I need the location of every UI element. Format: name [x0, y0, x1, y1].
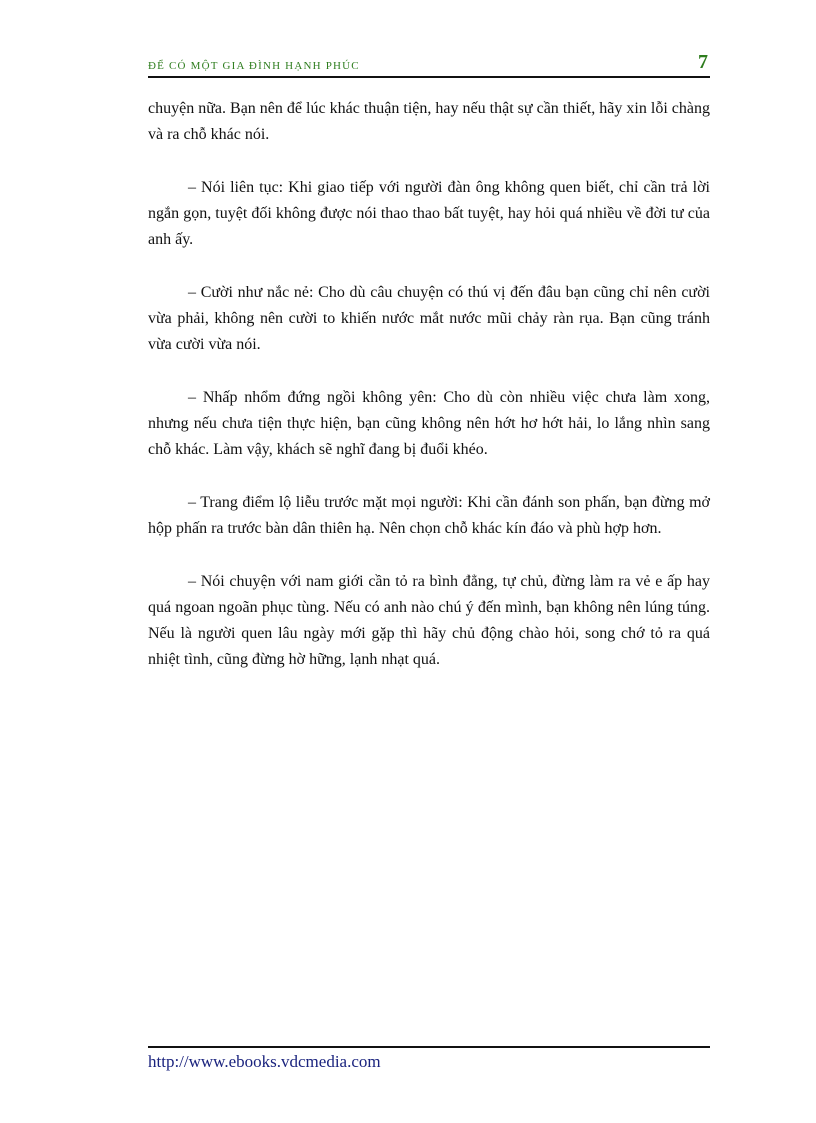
- page-header: [148, 52, 710, 78]
- paragraph-noi-lien-tuc: – Nói liên tục: Khi giao tiếp với người đàn ông không quen biết, chỉ cần trả lời ngắn gọn, tuyệt đối không được nói thao thao bất tuyệt, hay hỏi quá nhiều về đời tư của anh ấy.: [148, 179, 710, 248]
- running-title: ĐỂ CÓ MỘT GIA ĐÌNH HẠNH PHÚC: [148, 60, 360, 72]
- paragraph-continuation: chuyện nữa. Bạn nên để lúc khác thuận tiện, hay nếu thật sự cần thiết, hãy xin lỗi chàng và ra chỗ khác nói.: [148, 100, 710, 143]
- body-text: [148, 96, 710, 700]
- paragraph-nhap-nhom: – Nhấp nhổm đứng ngồi không yên: Cho dù còn nhiều việc chưa làm xong, nhưng nếu chưa tiện thực hiện, bạn cũng không nên hớt hơ hớt hải, lo lắng nhìn sang chỗ khác. Làm vậy, khách sẽ nghĩ đang bị đuổi khéo.: [148, 389, 710, 458]
- paragraph-trang-diem: – Trang điểm lộ liễu trước mặt mọi người: Khi cần đánh son phấn, bạn đừng mở hộp phấn ra trước bàn dân thiên hạ. Nên chọn chỗ khác kín đáo và phù hợp hơn.: [148, 494, 710, 537]
- paragraph-cuoi-nhu-nac-ne: – Cười như nắc nẻ: Cho dù câu chuyện có thú vị đến đâu bạn cũng chỉ nên cười vừa phải, không nên cười to khiến nước mắt nước mũi chảy ràn rụa. Bạn cũng tránh vừa cười vừa nói.: [148, 284, 710, 353]
- header-divider: [148, 76, 710, 78]
- footer-divider: [148, 1046, 710, 1048]
- paragraph-noi-chuyen-nam-gioi: – Nói chuyện với nam giới cần tỏ ra bình đẳng, tự chủ, đừng làm ra vẻ e ấp hay quá ngoan ngoãn phục tùng. Nếu có anh nào chú ý đến mình, bạn không nên lúng túng. Nếu là người quen lâu ngày mới gặp thì hãy chủ động chào hỏi, song chớ tỏ ra quá nhiệt tình, cũng đừng hờ hững, lạnh nhạt quá.: [148, 573, 710, 668]
- footer-website-link[interactable]: http://www.ebooks.vdcmedia.com: [148, 1052, 381, 1071]
- page-number: 7: [698, 51, 708, 73]
